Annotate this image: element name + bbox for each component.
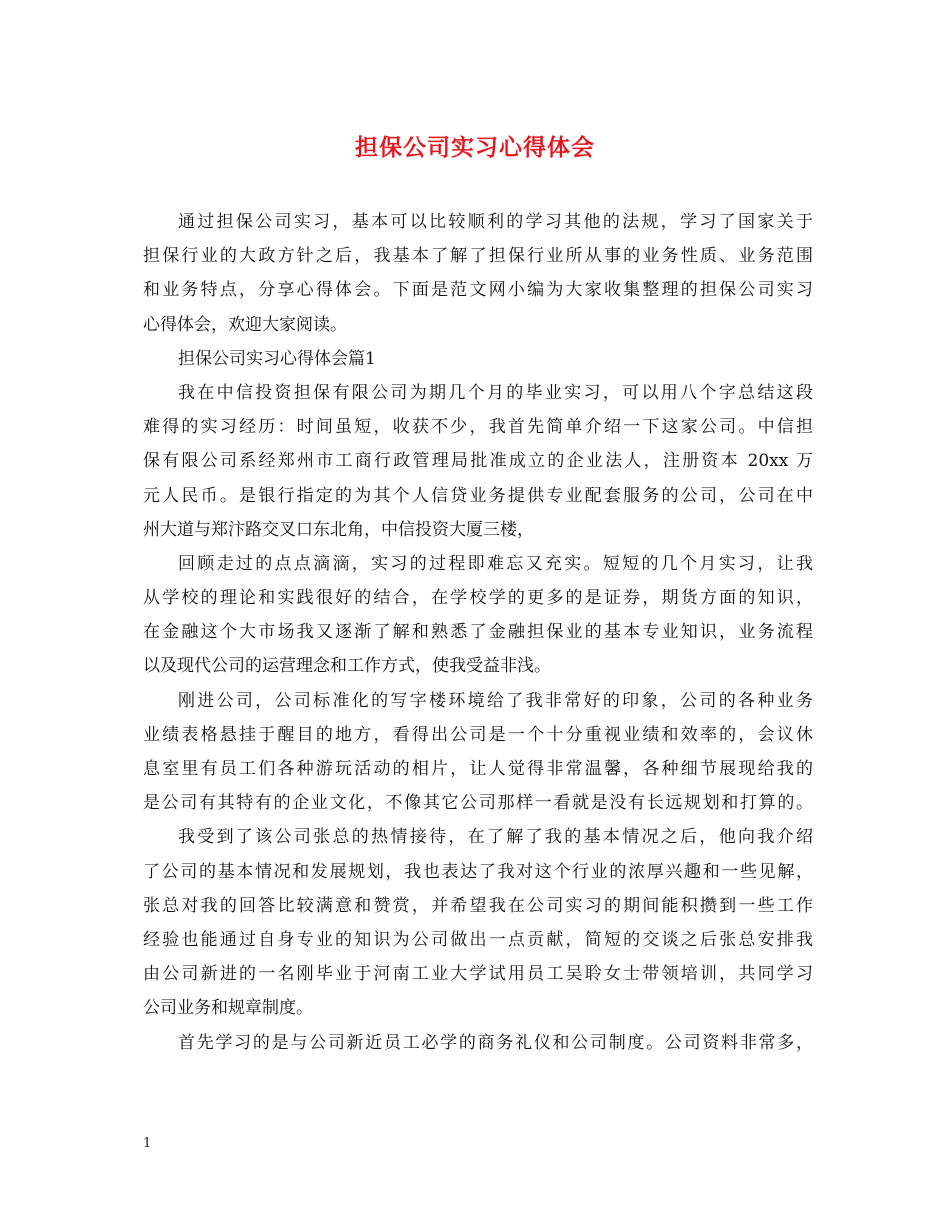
text-line: 担保公司实习心得体会篇1 xyxy=(178,348,376,369)
text-line: 是公司有其特有的企业文化，不像其它公司那样一看就是没有长远规划和打算的。 xyxy=(143,793,813,814)
text-line: 息室里有员工们各种游玩活动的相片，让人觉得非常温馨，各种细节展现给我的 xyxy=(143,759,813,779)
text-line: 元人民币。是银行指定的为其个人信贷业务提供专业配套服务的公司，公司在中 xyxy=(143,485,813,506)
text-line: 在金融这个大市场我又逐渐了解和熟悉了金融担保业的基本专业知识，业务流程 xyxy=(143,622,813,643)
document-title: 担保公司实习心得体会 xyxy=(355,134,595,161)
text-line: 首先学习的是与公司新近员工必学的商务礼仪和公司制度。公司资料非常多， xyxy=(178,1032,813,1053)
text-line: 回顾走过的点点滴滴，实习的过程即难忘又充实。短短的几个月实习，让我 xyxy=(178,553,813,574)
text-line: 了公司的基本情况和发展规划，我也表达了我对这个行业的浓厚兴趣和一些见解， xyxy=(143,861,813,882)
text-line: 难得的实习经历：时间虽短，收获不少，我首先简单介绍一下这家公司。中信担 xyxy=(143,417,813,438)
text-line: 以及现代公司的运营理念和工作方式，使我受益非浅。 xyxy=(143,656,551,677)
document-body xyxy=(143,205,813,1060)
text-line: 心得体会，欢迎大家阅读。 xyxy=(143,314,347,335)
text-line: 担保行业的大政方针之后，我基本了解了担保行业所从事的业务性质、业务范围 xyxy=(143,246,813,267)
text-line: 保有限公司系经郑州市工商行政管理局批准成立的企业法人，注册资本 20xx 万 xyxy=(143,451,813,472)
text-line: 张总对我的回答比较满意和赞赏，并希望我在公司实习的期间能积攒到一些工作 xyxy=(143,895,813,916)
text-line: 我在中信投资担保有限公司为期几个月的毕业实习，可以用八个字总结这段 xyxy=(178,382,813,403)
text-line: 由公司新进的一名刚毕业于河南工业大学试用员工吴聆女士带领培训，共同学习 xyxy=(143,964,813,985)
text-line: 通过担保公司实习，基本可以比较顺利的学习其他的法规，学习了国家关于 xyxy=(178,212,813,232)
text-line: 和业务特点，分享心得体会。下面是范文网小编为大家收集整理的担保公司实习 xyxy=(143,280,813,301)
text-line: 经验也能通过自身专业的知识为公司做出一点贡献，简短的交谈之后张总安排我 xyxy=(143,929,813,950)
text-line: 我受到了该公司张总的热情接待，在了解了我的基本情况之后，他向我介绍 xyxy=(178,827,813,848)
text-line: 公司业务和规章制度。 xyxy=(143,998,313,1019)
text-line: 从学校的理论和实践很好的结合，在学校学的更多的是证券，期货方面的知识， xyxy=(143,588,813,609)
text-line: 刚进公司，公司标准化的写字楼环境给了我非常好的印象，公司的各种业务 xyxy=(178,690,813,711)
page-number: 1 xyxy=(143,1136,152,1151)
text-line: 业绩表格悬挂于醒目的地方，看得出公司是一个十分重视业绩和效率的，会议休 xyxy=(143,724,813,745)
text-line: 州大道与郑汴路交叉口东北角，中信投资大厦三楼， xyxy=(143,519,534,540)
